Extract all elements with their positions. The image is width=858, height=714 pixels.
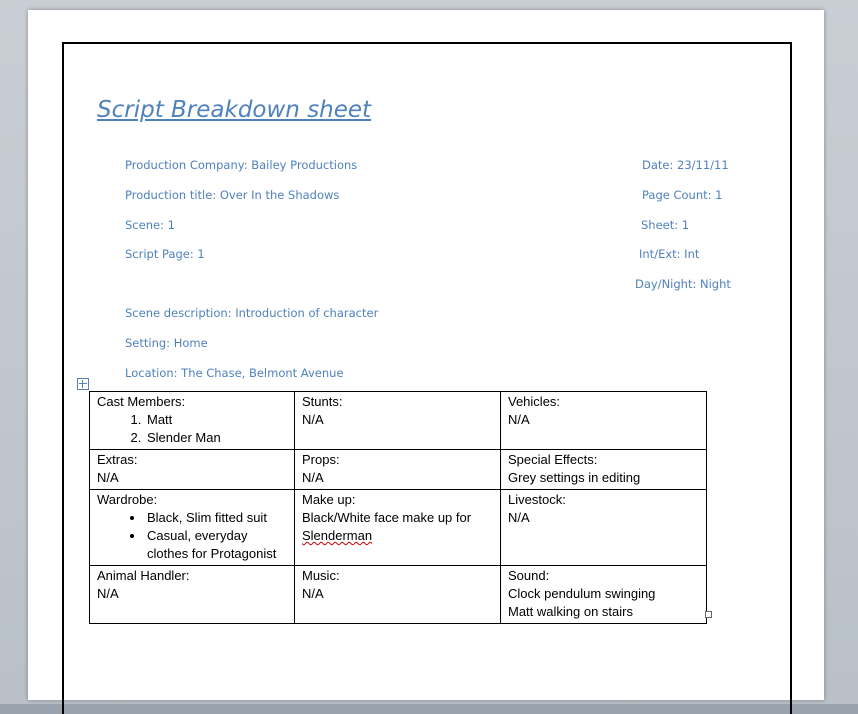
spelling-flagged-word[interactable]: Slenderman <box>302 528 373 543</box>
list-item: • Black, Slim fitted suit <box>145 509 287 527</box>
scene-field[interactable]: Scene: 1 <box>125 218 175 232</box>
cell-value: N/A <box>302 412 324 427</box>
list-item: 1. Matt <box>145 411 287 429</box>
cell-label: Extras: <box>97 452 138 467</box>
cell-label: Wardrobe: <box>97 492 158 507</box>
animal-handler-cell[interactable] <box>90 566 295 624</box>
setting-field[interactable]: Setting: Home <box>125 336 208 350</box>
location-field[interactable]: Location: The Chase, Belmont Avenue <box>125 366 344 380</box>
sound-cell[interactable] <box>501 566 707 624</box>
make-up-text: Black/White face make up for <box>302 510 472 525</box>
cast-members-cell[interactable] <box>90 392 295 450</box>
music-cell[interactable] <box>295 566 501 624</box>
cast-list <box>97 411 287 447</box>
cell-label: Animal Handler: <box>97 568 190 583</box>
table-move-handle-icon[interactable] <box>77 378 89 390</box>
cell-value: Matt walking on stairs <box>508 604 633 619</box>
page-count-field[interactable]: Page Count: 1 <box>642 188 723 202</box>
date-field[interactable]: Date: 23/11/11 <box>642 158 729 172</box>
cell-value: N/A <box>97 586 119 601</box>
cell-label: Special Effects: <box>508 452 598 467</box>
table-row <box>90 450 707 490</box>
breakdown-table <box>89 391 707 624</box>
table-resize-handle[interactable] <box>705 611 712 618</box>
cell-value: N/A <box>302 470 324 485</box>
day-night-field[interactable]: Day/Night: Night <box>635 277 731 291</box>
production-title-field[interactable]: Production title: Over In the Shadows <box>125 188 340 202</box>
cell-label: Sound: <box>508 568 550 583</box>
wardrobe-list <box>97 509 287 563</box>
props-cell[interactable] <box>295 450 501 490</box>
document-title[interactable]: Script Breakdown sheet <box>97 97 372 123</box>
cell-value: N/A <box>302 586 324 601</box>
cell-label: Make up: <box>302 492 356 507</box>
cell-label: Music: <box>302 568 340 583</box>
cell-label: Livestock: <box>508 492 566 507</box>
cell-value: Grey settings in editing <box>508 470 641 485</box>
vehicles-cell[interactable] <box>501 392 707 450</box>
cell-value: N/A <box>97 470 119 485</box>
make-up-cell[interactable] <box>295 490 501 566</box>
sheet-field[interactable]: Sheet: 1 <box>641 218 690 232</box>
int-ext-field[interactable]: Int/Ext: Int <box>639 247 700 261</box>
cell-value: N/A <box>508 510 530 525</box>
special-effects-cell[interactable] <box>501 450 707 490</box>
cell-value: N/A <box>508 412 530 427</box>
cell-label: Cast Members: <box>97 394 186 409</box>
scene-description-field[interactable]: Scene description: Introduction of character <box>125 306 379 320</box>
cell-label: Props: <box>302 452 340 467</box>
stunts-cell[interactable] <box>295 392 501 450</box>
wardrobe-cell[interactable] <box>90 490 295 566</box>
livestock-cell[interactable] <box>501 490 707 566</box>
cell-label: Stunts: <box>302 394 343 409</box>
table-row <box>90 566 707 624</box>
list-item: • Casual, everyday clothes for Protagonist <box>145 527 287 563</box>
table-row <box>90 392 707 450</box>
production-company-field[interactable]: Production Company: Bailey Productions <box>125 158 358 172</box>
list-item: 2. Slender Man <box>145 429 287 447</box>
cell-label: Vehicles: <box>508 394 561 409</box>
script-page-field[interactable]: Script Page: 1 <box>125 247 205 261</box>
extras-cell[interactable] <box>90 450 295 490</box>
cell-value <box>302 509 493 545</box>
cell-value: Clock pendulum swinging <box>508 586 656 601</box>
table-row <box>90 490 707 566</box>
